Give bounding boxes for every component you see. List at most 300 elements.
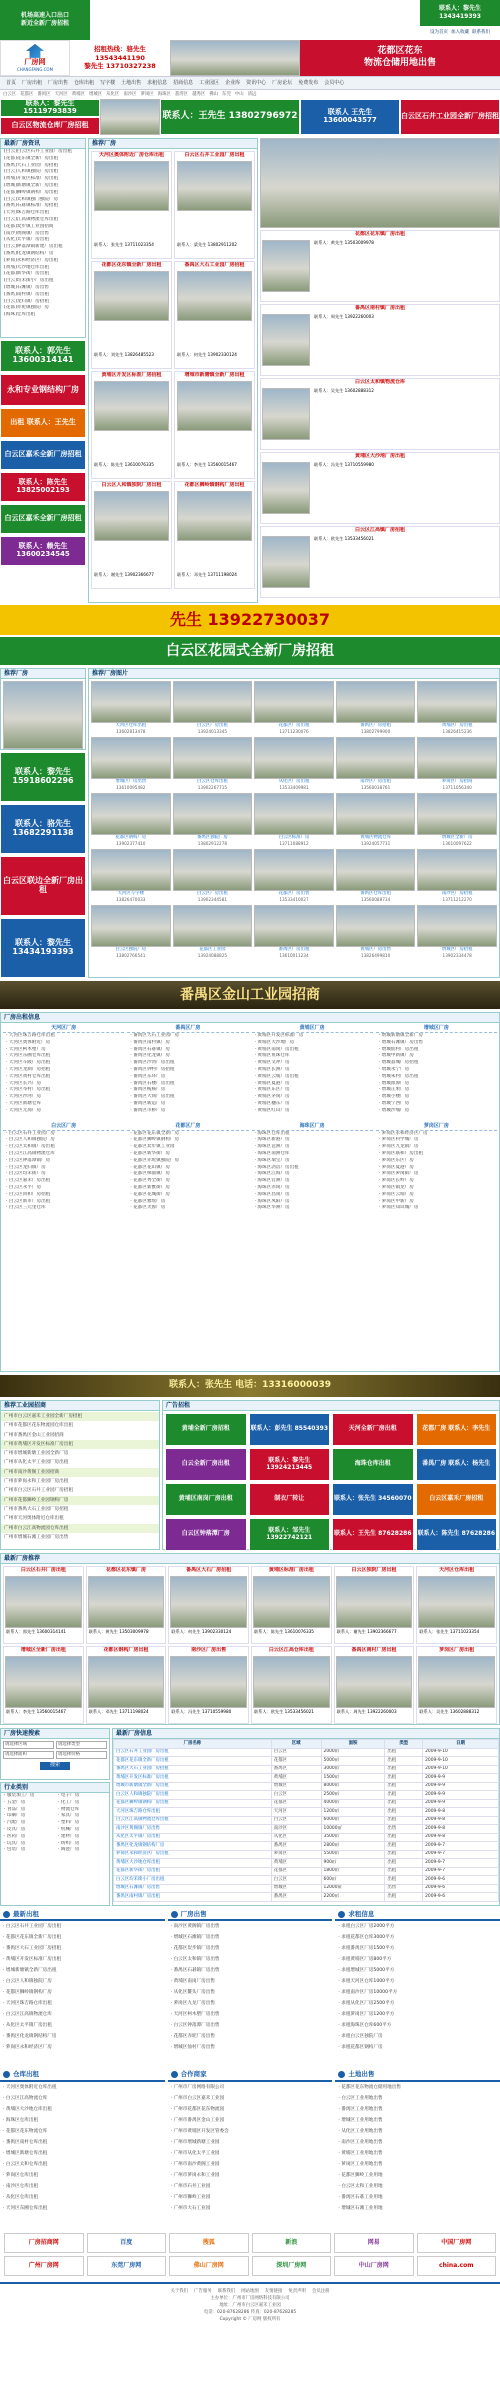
search-select-area[interactable]: 请选择区域	[3, 1741, 54, 1749]
gallery-item[interactable]	[254, 905, 334, 959]
category-item[interactable]: · 食品厂房	[4, 1806, 26, 1812]
left-news-item[interactable]: [花都]狮岭镇钢构厂房出租	[4, 189, 59, 195]
district-item[interactable]: · 花都区花东镇全新厂房	[130, 1130, 180, 1136]
info-item[interactable]: · 南沙区黄阁镇厂房出售	[170, 1924, 220, 1929]
info-item[interactable]: · 天河区柯木塱厂房出售	[170, 2012, 220, 2017]
district-item[interactable]: · 天河区珠吉路仓库出租	[6, 1033, 55, 1038]
header-link-favorite[interactable]: 加入收藏	[451, 30, 469, 36]
nav-item[interactable]: 工业园区	[199, 79, 220, 86]
partner-logo[interactable]: 网易	[334, 2233, 414, 2253]
info-item[interactable]: · 萝岗区永和经济区厂房	[3, 2045, 52, 2050]
district-item[interactable]: · 海珠区新港厂房	[254, 1137, 290, 1143]
district-item[interactable]: · 白云区三元里仓库	[6, 1205, 46, 1211]
hero-banner[interactable]	[300, 40, 500, 76]
category-item[interactable]: · 陶瓷厂房	[58, 1847, 80, 1853]
gallery-item[interactable]	[254, 849, 334, 903]
gallery-left-ad[interactable]: 联系人：黎先生 15918602296	[0, 752, 86, 802]
table-cell[interactable]: 增城区石滩镇厂房出售	[114, 1884, 272, 1893]
district-item[interactable]: · 海珠区华洲厂房	[254, 1205, 290, 1211]
gallery-item[interactable]	[336, 793, 416, 847]
search-select-price[interactable]: 请选择价格	[56, 1751, 107, 1759]
sub-nav-item[interactable]: 荔湾区	[174, 91, 189, 97]
district-item[interactable]: · 白云区钟落潭镇厂房	[6, 1157, 51, 1163]
district-item[interactable]: · 花都区秀全街厂房	[130, 1178, 170, 1184]
partner-logo[interactable]: 中国厂房网	[417, 2233, 497, 2253]
info-item[interactable]: · 广州市花都区花东物流园	[170, 2106, 225, 2112]
info-item[interactable]: · 番禺区南村仓库出租	[3, 2139, 48, 2145]
mid-ad[interactable]: 联系人：张先生 34560070	[332, 1483, 414, 1516]
district-item[interactable]: · 增城石滩镇厂房出售	[378, 1039, 424, 1045]
info-item[interactable]: · 增城区仙村厂房出售	[170, 2045, 215, 2050]
gallery-item[interactable]	[417, 681, 497, 735]
partner-logo[interactable]: 新浪	[252, 2233, 332, 2253]
nav-item[interactable]: 首页	[6, 79, 17, 86]
left-ad[interactable]: 永和专业钢结构厂房	[0, 374, 86, 406]
district-item[interactable]: · 花都区芙蓉厂房	[130, 1205, 166, 1211]
top-ad[interactable]: 联系人：王先生 13802796972	[160, 99, 300, 135]
left-news-item[interactable]: [天河]珠吉路仓库出租	[4, 210, 49, 216]
info-item[interactable]: · 求租花都区仓库3000平方	[338, 1935, 395, 1940]
wide-banner[interactable]: 番禺区金山工业园招商	[0, 981, 500, 1009]
sub-nav-item[interactable]: 萝岗区	[140, 91, 154, 97]
district-item[interactable]: · 黄埔区鱼珠仓库	[254, 1053, 290, 1059]
table-cell[interactable]: 黄埔区开发区标准厂房出租	[114, 1774, 272, 1783]
table-cell[interactable]: 从化区太平镇厂房出租	[114, 1833, 272, 1842]
info-item[interactable]: · 花都区狮岭镇钢构厂房	[3, 1990, 52, 1995]
district-item[interactable]: · 增城中新镇厂房	[378, 1053, 414, 1059]
table-cell[interactable]: 白云区均禾街小厂房出租	[114, 1876, 272, 1885]
district-item[interactable]: · 花都区花山镇厂房	[130, 1164, 170, 1170]
category-item[interactable]: · 服装加工厂房	[4, 1793, 35, 1798]
info-item[interactable]: · 花都区炭步镇厂房出售	[170, 1946, 220, 1951]
district-item[interactable]: · 白云区同和厂房招租	[6, 1191, 51, 1197]
district-item[interactable]: · 天河区车陂厂房出租	[6, 1060, 51, 1066]
category-item[interactable]: · 纺织厂房	[58, 1840, 80, 1846]
gallery-item[interactable]	[336, 849, 416, 903]
gallery-item[interactable]	[173, 737, 253, 791]
table-cell[interactable]: 番禺区大石工业园厂房招租	[114, 1765, 272, 1774]
district-item[interactable]: · 白云区龙归镇厂房	[6, 1164, 46, 1170]
district-item[interactable]: · 海珠区昌岗厂房	[254, 1191, 290, 1197]
header-link-contact[interactable]: 联系我们	[472, 30, 490, 36]
district-item[interactable]: · 花都区狮岭镇钢构厂房	[130, 1137, 180, 1143]
gallery-item[interactable]	[254, 681, 334, 735]
wide-banner[interactable]: 白云区花园式全新厂房招租	[0, 637, 500, 665]
mid-ad[interactable]: 白云区嘉禾厂房招租	[416, 1483, 498, 1516]
district-item[interactable]: · 萝岗区科学城厂房	[378, 1137, 419, 1143]
table-cell[interactable]: 萝岗区永和经济区厂房出租	[114, 1850, 272, 1859]
table-row[interactable]	[114, 1748, 499, 1757]
district-item[interactable]: · 花都区花城街厂房	[130, 1191, 170, 1197]
district-item[interactable]: · 萝岗区长岭厂房	[378, 1178, 414, 1184]
nav-item[interactable]: 会员中心	[324, 79, 345, 86]
table-cell[interactable]: 番禺区南村镇厂房出租	[114, 1893, 272, 1902]
info-item[interactable]: · 黄埔区工业用地出售	[338, 2150, 383, 2156]
category-item[interactable]: · 建材厂房	[58, 1833, 80, 1839]
nav-item[interactable]: 资讯中心	[246, 79, 267, 86]
center-card[interactable]	[174, 151, 255, 259]
center-card[interactable]	[91, 481, 172, 589]
mid-ad[interactable]: 联系人：王先生 87628286	[332, 1518, 414, 1551]
industrial-item[interactable]: 广州市花都狮岭工业园钢构厂房	[1, 1496, 159, 1505]
mid-ad[interactable]: 天河全新厂房出租	[332, 1413, 414, 1446]
nav-item[interactable]: 免费发布	[298, 79, 319, 86]
right-card[interactable]	[260, 378, 500, 450]
sub-nav-item[interactable]: 增城区	[88, 91, 103, 97]
table-row[interactable]	[114, 1859, 499, 1868]
info-item[interactable]: · 海珠区仓库出租	[3, 2117, 39, 2123]
district-item[interactable]: · 黄埔区云埔厂房出租	[254, 1073, 299, 1079]
district-item[interactable]: · 海珠区琶洲厂房	[254, 1144, 290, 1150]
info-item[interactable]: · 求租天河区仓库1000平方	[338, 1979, 395, 1984]
info-item[interactable]: · 增城区工业用地出售	[338, 2117, 383, 2123]
gallery-item[interactable]	[173, 905, 253, 959]
info-item[interactable]: · 天河区奥体附近仓库出租	[3, 2084, 57, 2090]
table-cell[interactable]: 花都区花东镇全新厂房出租	[114, 1757, 272, 1766]
left-news-item[interactable]: [海珠]仓库出租	[4, 312, 36, 318]
recommend-card[interactable]	[251, 1566, 332, 1644]
district-item[interactable]: · 天河区新塘仓库	[6, 1100, 42, 1106]
partner-logo[interactable]: 厂房招商网	[4, 2233, 84, 2253]
category-item[interactable]: · 电子厂房	[58, 1793, 80, 1798]
gallery-item[interactable]	[417, 849, 497, 903]
left-news-item[interactable]: [白云]均禾街小厂房出租	[4, 278, 54, 284]
info-item[interactable]: · 求租从化区厂房2500平方	[338, 2001, 395, 2006]
district-item[interactable]: · 番禺区东环厂房	[130, 1073, 166, 1079]
mid-ad[interactable]: 黄埔区南岗厂房出租	[165, 1483, 247, 1516]
table-row[interactable]	[114, 1884, 499, 1893]
sub-nav-item[interactable]: 海珠区	[157, 91, 171, 97]
info-item[interactable]: · 番禺区大石工业园厂房招租	[3, 1946, 62, 1951]
table-row[interactable]	[114, 1833, 499, 1842]
district-item[interactable]: · 番禺区钟村厂房招租	[130, 1066, 175, 1072]
nav-item[interactable]: 企业库	[225, 79, 241, 86]
left-news-item[interactable]: [从化]太平镇厂房出租	[4, 237, 49, 243]
header-link-home[interactable]: 设为首页	[430, 30, 448, 36]
info-item[interactable]: · 番禺区工业用地出售	[338, 2106, 383, 2112]
info-item[interactable]: · 广州市大石工业园	[170, 2205, 211, 2211]
district-column-head[interactable]: 黄埔区厂房	[252, 1025, 373, 1033]
district-item[interactable]: · 萝岗区知识城厂房	[378, 1205, 419, 1211]
left-news-item[interactable]: [花都]新华街厂房出租	[4, 271, 49, 277]
district-item[interactable]: · 增城沙埔厂房	[378, 1107, 410, 1113]
info-item[interactable]: · 白云区江高物流仓库	[3, 2095, 48, 2101]
industrial-item[interactable]: 广州市南沙黄阁工业园招商	[1, 1468, 159, 1477]
district-item[interactable]: · 花都区赤坭镇独院厂房	[130, 1157, 180, 1163]
info-item[interactable]: · 广州市南沙黄阁工业园	[170, 2161, 220, 2167]
top-ad[interactable]: 联系人 王先生 13600043577	[300, 99, 400, 135]
info-item[interactable]: · 花都区花东镇全新厂房出租	[3, 1935, 62, 1940]
table-row[interactable]	[114, 1782, 499, 1791]
info-item[interactable]: · 求租花都区钢构厂房	[338, 2045, 383, 2050]
district-item[interactable]: · 花都区雅瑶厂房	[130, 1198, 166, 1204]
mid-ad[interactable]: 白云区钟落潭厂房	[165, 1518, 247, 1551]
sub-nav-item[interactable]: 从化区	[106, 91, 120, 97]
info-item[interactable]: · 白云区太和镇厂房出售	[170, 1957, 220, 1962]
district-item[interactable]: · 萝岗区萝岗街厂房	[378, 1171, 419, 1177]
district-item[interactable]: · 花都区炭步镇工业园	[130, 1144, 175, 1150]
district-item[interactable]: · 花都区梯面镇厂房	[130, 1171, 170, 1177]
info-item[interactable]: · 白云区太和工业用地	[338, 2183, 383, 2189]
search-select-size[interactable]: 请选择面积	[3, 1751, 54, 1759]
district-item[interactable]: · 天河区奥体附近厂房	[6, 1039, 51, 1045]
mid-ad[interactable]: 海珠仓库出租	[332, 1448, 414, 1481]
recommend-card[interactable]	[334, 1566, 415, 1644]
left-news-item[interactable]: [白云]龙归镇厂房招租	[4, 298, 49, 304]
info-item[interactable]: · 增城区新塘仓库出租	[3, 2150, 48, 2156]
footer-link[interactable]: 免责声明	[288, 2289, 306, 2294]
partner-logo[interactable]: china.com	[417, 2256, 497, 2276]
gallery-item[interactable]	[336, 737, 416, 791]
nav-item[interactable]: 土地出售	[121, 79, 142, 86]
district-item[interactable]: · 增城仙村厂房出租	[378, 1046, 419, 1052]
info-item[interactable]: · 求租南沙区厂房10000平方	[338, 1990, 398, 1995]
left-news-item[interactable]: [花都]花东镇全新厂房出租	[4, 155, 59, 161]
sub-nav-item[interactable]: 番禺区	[37, 91, 51, 97]
table-row[interactable]	[114, 1816, 499, 1825]
info-item[interactable]: · 广州市黄埔区开发区管委会	[170, 2128, 229, 2134]
district-item[interactable]: · 海珠区凤阳厂房	[254, 1198, 290, 1204]
district-item[interactable]: · 天河区沙河厂房	[6, 1094, 42, 1100]
left-news-item[interactable]: [黄埔]大沙地仓库出租	[4, 264, 49, 270]
gallery-item[interactable]	[417, 737, 497, 791]
gallery-item[interactable]	[173, 849, 253, 903]
footer-link[interactable]: 会员注册	[311, 2289, 330, 2294]
gallery-item[interactable]	[91, 793, 171, 847]
district-item[interactable]: · 增城朱村厂房出租	[378, 1073, 419, 1079]
info-item[interactable]: · 黄埔区开发区标准厂房出租	[3, 1957, 62, 1962]
table-row[interactable]	[114, 1876, 499, 1885]
nav-item[interactable]: 厂房出租	[22, 79, 43, 86]
info-item[interactable]: · 从化区鳌头厂房出售	[170, 1990, 215, 1995]
category-item[interactable]: · 物流仓库	[58, 1806, 80, 1812]
info-item[interactable]: · 黄埔区大沙地仓库出租	[3, 2106, 52, 2112]
left-news-item[interactable]: [番禺]石碁镇标准厂房招租	[4, 203, 59, 209]
mid-ad[interactable]: 制衣厂转让	[249, 1483, 331, 1516]
district-item[interactable]: · 天河区元岗厂房	[6, 1107, 42, 1113]
district-item[interactable]: · 增城新塘镇全新厂房	[378, 1033, 424, 1038]
district-item[interactable]: · 增城正果厂房	[378, 1087, 410, 1093]
table-row[interactable]	[114, 1791, 499, 1800]
partner-logo[interactable]: 深圳厂房网	[252, 2256, 332, 2276]
nav-item[interactable]: 厂房论坛	[272, 79, 293, 86]
right-card[interactable]	[260, 452, 500, 524]
table-cell[interactable]: 南沙区黄阁镇厂房出售	[114, 1825, 272, 1834]
category-item[interactable]: · 医药厂房	[4, 1833, 26, 1839]
district-item[interactable]: · 番禺区新造厂房	[130, 1100, 166, 1106]
left-ad[interactable]: 白云区嘉禾全新厂房招租	[0, 440, 86, 470]
recommend-card[interactable]	[251, 1646, 332, 1724]
table-cell[interactable]: 花都区新华街厂房出租	[114, 1867, 272, 1876]
info-item[interactable]: · 番禺区石碁镇厂房出售	[170, 1968, 220, 1973]
mid-ad[interactable]: 黄埔全新厂房招租	[165, 1413, 247, 1446]
partner-logo[interactable]: 百度	[87, 2233, 167, 2253]
info-item[interactable]: · 番禺区化龙镇钢结构厂房	[3, 2034, 57, 2039]
info-item[interactable]: · 求租白云区厂房2000平方	[338, 1924, 395, 1929]
district-item[interactable]: · 萝岗区夏港厂房	[378, 1164, 414, 1170]
info-item[interactable]: · 白云区太和仓库出租	[3, 2161, 48, 2167]
district-item[interactable]: · 增城宁西厂房	[378, 1100, 410, 1106]
info-item[interactable]: · 增城区石滩工业用地	[338, 2205, 383, 2211]
sub-nav-item[interactable]: 佛山	[209, 91, 219, 97]
district-item[interactable]: · 黄埔区东区厂房	[254, 1087, 290, 1093]
district-item[interactable]: · 海珠区官洲厂房	[254, 1178, 290, 1184]
industrial-item[interactable]: 广州市白云区石井工业园厂房招租	[4, 1488, 73, 1494]
info-item[interactable]: · 求租白云区独院厂房	[338, 2034, 383, 2039]
left-news-item[interactable]: [黄埔]开发区标准厂房出租	[4, 176, 59, 182]
table-row[interactable]	[114, 1808, 499, 1817]
district-item[interactable]: · 天河区长兴厂房	[6, 1080, 42, 1086]
district-item[interactable]: · 番禺区大石工业园厂房	[130, 1033, 180, 1038]
district-item[interactable]: · 黄埔区红山厂房	[254, 1107, 290, 1113]
info-item[interactable]: · 花都区赤坭厂房出售	[170, 2034, 215, 2039]
top-right-badge[interactable]	[420, 0, 500, 26]
district-item[interactable]: · 天河区东圃仓库出租	[6, 1053, 51, 1059]
right-card[interactable]	[260, 526, 500, 598]
left-news-item[interactable]: [白云]人和镇独院厂房出租	[4, 169, 59, 175]
recommend-card[interactable]	[168, 1566, 249, 1644]
info-item[interactable]: · 花都区花东物流仓库	[3, 2128, 48, 2134]
left-news-item[interactable]: [南沙]黄阁镇厂房出售	[4, 230, 49, 236]
mid-ad[interactable]: 白云全新厂房出租	[165, 1448, 247, 1481]
info-item[interactable]: · 番禺区石碁工业用地	[338, 2194, 383, 2200]
table-row[interactable]	[114, 1799, 499, 1808]
category-item[interactable]: · 五金厂房	[4, 1799, 26, 1805]
category-item[interactable]: · 皮具厂房	[4, 1826, 26, 1832]
gallery-left-ad[interactable]: 联系人：骆先生 13682291138	[0, 804, 86, 854]
recommend-card[interactable]	[86, 1566, 167, 1644]
info-item[interactable]: · 求租增城区厂房5000平方	[338, 1968, 395, 1973]
sub-nav-item[interactable]: 花都区	[20, 91, 34, 97]
info-item[interactable]: · 白云区江高镇物流仓库	[3, 2012, 52, 2017]
gallery-item[interactable]	[91, 681, 171, 735]
top-ad[interactable]: 白云区石井工业园全新厂房招租	[400, 99, 500, 135]
wide-banner[interactable]: 先生 13922730037	[0, 605, 500, 635]
gallery-left-ad[interactable]: 白云区联边全新厂房出租	[0, 856, 86, 916]
left-ad[interactable]: 白云区嘉禾全新厂房招租	[0, 504, 86, 534]
top-left-banner[interactable]	[0, 0, 90, 40]
district-column-head[interactable]: 白云区厂房	[3, 1123, 124, 1131]
district-item[interactable]: · 白云区永平厂房	[6, 1184, 42, 1190]
category-item[interactable]: · 家具厂房	[58, 1813, 80, 1819]
district-item[interactable]: · 白云区石井工业园厂房	[6, 1130, 55, 1136]
table-row[interactable]	[114, 1842, 499, 1851]
category-item[interactable]: · 玩具厂房	[4, 1840, 26, 1846]
district-item[interactable]: · 萝岗区永和经济区厂房	[378, 1130, 428, 1136]
recommend-card[interactable]	[334, 1646, 415, 1724]
partner-logo[interactable]: 佛山厂房网	[169, 2256, 249, 2276]
left-news-item[interactable]: [增城]新塘镇全新厂房出租	[4, 182, 59, 188]
info-item[interactable]: · 黄埔区南岗厂房出售	[170, 1979, 215, 1984]
recommend-card[interactable]	[86, 1646, 167, 1724]
footer-link[interactable]: 联系我们	[217, 2289, 236, 2294]
district-item[interactable]: · 黄埔区夏港厂房	[254, 1080, 290, 1086]
district-item[interactable]: · 白云区均禾街厂房	[6, 1171, 46, 1177]
info-item[interactable]: · 广州市增城新塘工业园	[170, 2139, 220, 2145]
left-news-item[interactable]: [白云]太和镇独门独院厂房	[4, 196, 59, 202]
footer-link[interactable]: 网站地图	[241, 2289, 259, 2294]
left-ad[interactable]: 联系人：赖先生 13600234545	[0, 536, 86, 566]
industrial-item[interactable]: 广州市萝岗永和工业园厂房出租	[4, 1479, 69, 1485]
district-item[interactable]: · 白云区新市厂房出租	[6, 1198, 51, 1204]
district-item[interactable]: · 白云区人和镇独院厂房	[6, 1137, 55, 1143]
table-cell[interactable]: 白云区石井工业园厂房出租	[114, 1748, 272, 1757]
district-item[interactable]: · 萝岗区云埔厂房	[378, 1191, 414, 1197]
sub-nav-item[interactable]: 天河区	[54, 91, 68, 97]
table-row[interactable]	[114, 1867, 499, 1876]
info-item[interactable]: · 增城区石滩镇厂房出售	[170, 1935, 220, 1940]
nav-item[interactable]: 写字楼	[100, 79, 116, 86]
district-item[interactable]: · 增城小楼厂房	[378, 1094, 410, 1100]
sub-nav-item[interactable]: 黄埔区	[71, 91, 85, 97]
district-item[interactable]: · 海珠区江海厂房	[254, 1171, 290, 1177]
industrial-item[interactable]: 广州市天河奥体附近仓库出租	[4, 1516, 64, 1522]
info-item[interactable]: · 广州市白云区嘉禾工业园	[170, 2095, 225, 2101]
top-ad[interactable]: 白云区物流仓库厂房招租	[0, 117, 100, 135]
info-item[interactable]: · 花都区狮岭工业用地	[338, 2172, 383, 2178]
sub-nav-item[interactable]: 越秀区	[192, 91, 206, 97]
district-item[interactable]: · 黄埔区长洲厂房	[254, 1066, 290, 1072]
gallery-item[interactable]	[336, 681, 416, 735]
partner-logo[interactable]: 中山厂房网	[334, 2256, 414, 2276]
table-row[interactable]	[114, 1850, 499, 1859]
table-cell[interactable]: 天河区珠吉路仓库出租	[114, 1808, 272, 1817]
info-item[interactable]: · 萝岗区工业用地出售	[338, 2161, 383, 2167]
table-row[interactable]	[114, 1825, 499, 1834]
district-item[interactable]: · 番禺区石楼厂房出租	[130, 1080, 175, 1086]
left-ad[interactable]: 联系人：郭先生 13600314141	[0, 340, 86, 372]
industrial-item[interactable]: 广州市花都区花东物流园仓库出租	[4, 1423, 73, 1429]
category-item[interactable]: · 包装厂房	[4, 1847, 26, 1853]
gallery-item[interactable]	[91, 737, 171, 791]
left-news-item[interactable]: [花都]炭步镇工业园招商	[4, 223, 54, 229]
category-item[interactable]: · 印刷厂房	[4, 1813, 26, 1819]
search-select-type[interactable]: 请选择类型	[56, 1741, 107, 1749]
category-item[interactable]: · 汽配厂房	[4, 1820, 26, 1826]
footer-link[interactable]: 友情链接	[264, 2289, 283, 2294]
industrial-item[interactable]: 广州市增城新塘工业园全新厂房	[4, 1451, 69, 1457]
district-item[interactable]: · 海珠区南洲仓库	[254, 1150, 290, 1156]
industrial-item[interactable]: 广州市增城石滩工业园厂房出售	[4, 1534, 69, 1540]
district-item[interactable]: · 花都区新雅街厂房	[130, 1184, 170, 1190]
mid-ad[interactable]: 联系人：黎先生 13924213445	[249, 1448, 331, 1481]
district-item[interactable]: · 番禺区沙湾厂房出租	[130, 1060, 175, 1066]
gallery-item[interactable]	[254, 737, 334, 791]
partner-logo[interactable]: 东莞厂房网	[87, 2256, 167, 2276]
district-item[interactable]: · 番禺区南村镇厂房	[130, 1039, 170, 1045]
district-column-head[interactable]: 番禺区厂房	[127, 1025, 248, 1033]
left-news-item[interactable]: [白云]白云区石井工业园厂房出租	[4, 149, 72, 154]
left-news-item[interactable]: [番禺]大石工业园厂房招租	[4, 162, 59, 168]
info-item[interactable]: · 天河区珠吉路仓库出租	[3, 2001, 52, 2006]
table-row[interactable]	[114, 1774, 499, 1783]
nav-item[interactable]: 仓库出租	[74, 79, 95, 86]
district-item[interactable]: · 黄埔区文冲厂房	[254, 1060, 290, 1066]
center-card[interactable]	[91, 371, 172, 479]
district-item[interactable]: · 萝岗区镇龙厂房	[378, 1184, 414, 1190]
sub-nav-item[interactable]: 清远	[247, 91, 257, 97]
district-item[interactable]: · 天河区岑村厂房出租	[6, 1087, 51, 1093]
table-cell[interactable]: 花都区狮岭镇钢构厂房出租	[114, 1799, 272, 1808]
right-card[interactable]	[260, 304, 500, 376]
gallery-item[interactable]	[417, 905, 497, 959]
partner-logo[interactable]: 搜狐	[169, 2233, 249, 2253]
sub-nav-item[interactable]: 东莞	[222, 91, 231, 97]
district-item[interactable]: · 海珠区赤岗厂房	[254, 1184, 290, 1190]
gallery-item[interactable]	[91, 905, 171, 959]
gallery-item[interactable]	[173, 681, 253, 735]
info-item[interactable]: · 天河区东圃仓库出租	[3, 2205, 48, 2211]
